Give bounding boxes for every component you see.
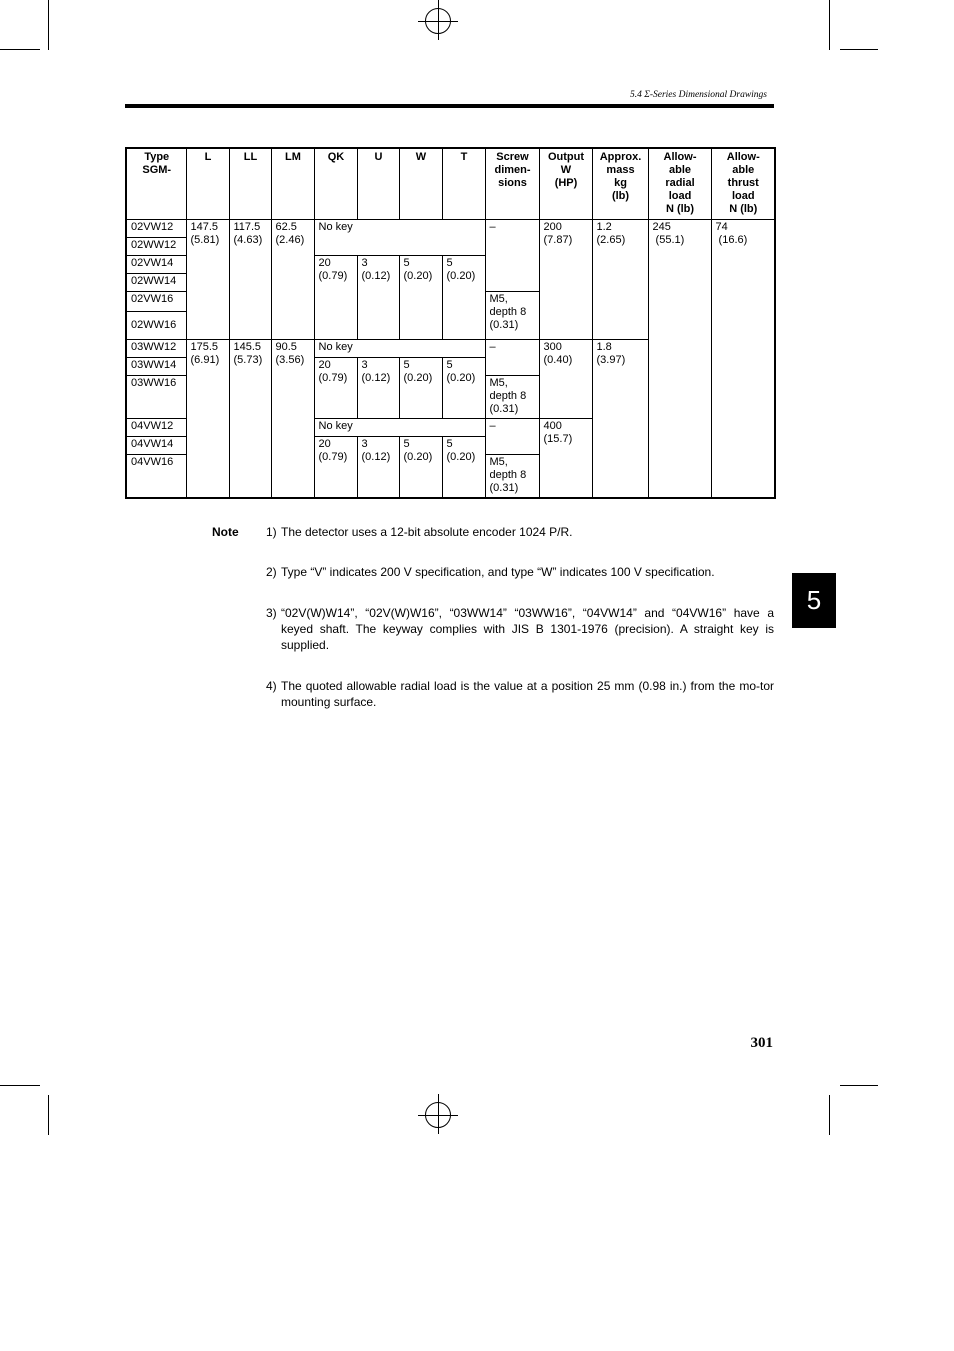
- column-header: [357, 148, 399, 220]
- crop-mark: [0, 49, 40, 50]
- column-header-line: able: [732, 164, 755, 176]
- mass-cell: 1.8 (3.97): [592, 340, 648, 499]
- column-header-line: dimen-: [494, 164, 531, 176]
- table-header-row: [126, 148, 775, 220]
- u-cell: 3 (0.12): [357, 437, 399, 499]
- column-header-line: (lb): [611, 190, 630, 202]
- note-text: The detector uses a 12-bit absolute encoder 1024 P/R.: [281, 525, 573, 539]
- note-text: The quoted allowable radial load is the value at a position 25 mm (0.98 in.) from the mo-tor mounting surface.: [281, 679, 774, 709]
- column-header-line: L: [204, 151, 212, 163]
- lm-cell: 90.5 (3.56): [271, 340, 314, 499]
- l-cell: 175.5 (6.91): [186, 340, 229, 499]
- type-cell: 02WW12: [126, 238, 186, 256]
- column-header-line: U: [374, 151, 383, 163]
- crop-mark: [48, 0, 49, 50]
- crop-mark: [829, 0, 830, 50]
- column-header: [442, 148, 485, 220]
- type-cell: 02VW12: [126, 220, 186, 238]
- screw-cell: –: [485, 340, 539, 376]
- ll-cell: 117.5 (4.63): [229, 220, 271, 340]
- column-header-line: Output: [547, 151, 585, 163]
- chapter-tab: 5: [792, 573, 836, 628]
- column-header: [271, 148, 314, 220]
- note-number: 3): [266, 606, 277, 620]
- column-header-line: radial: [665, 177, 695, 189]
- note-number: 4): [266, 679, 277, 693]
- column-header-line: sions: [498, 177, 527, 189]
- qk-cell: 20 (0.79): [314, 358, 357, 419]
- column-header-line: LM: [285, 151, 301, 163]
- output-cell: 300 (0.40): [539, 340, 592, 419]
- t-cell: 5 (0.20): [442, 256, 485, 340]
- type-cell: 03WW12: [126, 340, 186, 358]
- column-header-line: QK: [327, 151, 345, 163]
- u-cell: 3 (0.12): [357, 358, 399, 419]
- screw-cell: –: [485, 220, 539, 292]
- column-header-line: T: [460, 151, 468, 163]
- column-header: [539, 148, 592, 220]
- screw-cell: –: [485, 419, 539, 455]
- column-header: [229, 148, 271, 220]
- column-header-line: load: [731, 190, 755, 202]
- column-header-line: Screw: [496, 151, 529, 163]
- ll-cell: 145.5 (5.73): [229, 340, 271, 499]
- column-header: [592, 148, 648, 220]
- output-cell: 200 (7.87): [539, 220, 592, 340]
- column-header-line: mass: [606, 164, 635, 176]
- page-number: 301: [750, 1035, 773, 1051]
- header-rule: [125, 104, 774, 108]
- column-header-line: able: [668, 164, 691, 176]
- column-header: [399, 148, 442, 220]
- crop-mark: [0, 1085, 40, 1086]
- column-header: [314, 148, 357, 220]
- column-header: [485, 148, 539, 220]
- column-header: [186, 148, 229, 220]
- note-number: 1): [266, 525, 277, 539]
- column-header-line: N (lb): [729, 203, 758, 215]
- w-cell: 5 (0.20): [399, 437, 442, 499]
- column-header-line: thrust: [727, 177, 759, 189]
- screw-cell: M5, depth 8 (0.31): [485, 292, 539, 340]
- qk-cell: 20 (0.79): [314, 256, 357, 340]
- type-cell: 03WW16: [126, 376, 186, 419]
- type-cell: 04VW12: [126, 419, 186, 437]
- column-header-line: W: [415, 151, 427, 163]
- screw-cell: M5, depth 8 (0.31): [485, 455, 539, 499]
- note-label: Note: [212, 525, 239, 539]
- dimensions-table: [125, 147, 776, 499]
- column-header-line: load: [668, 190, 692, 202]
- crop-mark: [48, 1095, 49, 1135]
- column-header-line: W: [560, 164, 572, 176]
- type-cell: 04VW14: [126, 437, 186, 455]
- column-header-line: kg: [614, 177, 627, 189]
- no-key-cell: No key: [314, 419, 485, 437]
- column-header-line: Allow-: [663, 151, 697, 163]
- type-cell: 03WW14: [126, 358, 186, 376]
- no-key-cell: No key: [314, 340, 485, 358]
- column-header-line: (HP): [554, 177, 578, 189]
- crop-mark: [840, 1085, 878, 1086]
- column-header-line: SGM-: [142, 164, 172, 176]
- t-cell: 5 (0.20): [442, 437, 485, 499]
- column-header-line: LL: [243, 151, 258, 163]
- u-cell: 3 (0.12): [357, 256, 399, 340]
- w-cell: 5 (0.20): [399, 358, 442, 419]
- lm-cell: 62.5 (2.46): [271, 220, 314, 340]
- column-header: [126, 148, 186, 220]
- radial-load-cell: 245 (55.1): [648, 220, 711, 499]
- no-key-cell: No key: [314, 220, 485, 256]
- note-number: 2): [266, 565, 277, 579]
- column-header: [648, 148, 711, 220]
- output-cell: 400 (15.7): [539, 419, 592, 499]
- type-cell: 04VW16: [126, 455, 186, 499]
- crop-mark: [840, 49, 878, 50]
- column-header-line: Approx.: [599, 151, 642, 163]
- type-cell: 02WW16: [126, 312, 186, 340]
- table-row: [126, 220, 775, 238]
- type-cell: 02WW14: [126, 274, 186, 292]
- type-cell: 02VW16: [126, 292, 186, 312]
- qk-cell: 20 (0.79): [314, 437, 357, 499]
- note-text: Type “V” indicates 200 V specification, and type “W” indicates 100 V specification.: [281, 565, 715, 579]
- column-header-line: Type: [144, 151, 170, 163]
- type-cell: 02VW14: [126, 256, 186, 274]
- crop-mark: [829, 1095, 830, 1135]
- mass-cell: 1.2 (2.65): [592, 220, 648, 340]
- column-header-line: Allow-: [726, 151, 760, 163]
- column-header-line: N (lb): [665, 203, 695, 215]
- screw-cell: M5, depth 8 (0.31): [485, 376, 539, 419]
- running-header: 5.4 Σ-Series Dimensional Drawings: [629, 90, 767, 100]
- l-cell: 147.5 (5.81): [186, 220, 229, 340]
- note-text: “02V(W)W14”, “02V(W)W16”, “03WW14” “03WW16”, “04VW14” and “04VW16” have a keyed shaft. The keyway complies with JIS B 1301-1976 (precision). A straight key is supplied.: [281, 606, 774, 652]
- column-header: [711, 148, 775, 220]
- t-cell: 5 (0.20): [442, 358, 485, 419]
- thrust-load-cell: 74 (16.6): [711, 220, 775, 499]
- w-cell: 5 (0.20): [399, 256, 442, 340]
